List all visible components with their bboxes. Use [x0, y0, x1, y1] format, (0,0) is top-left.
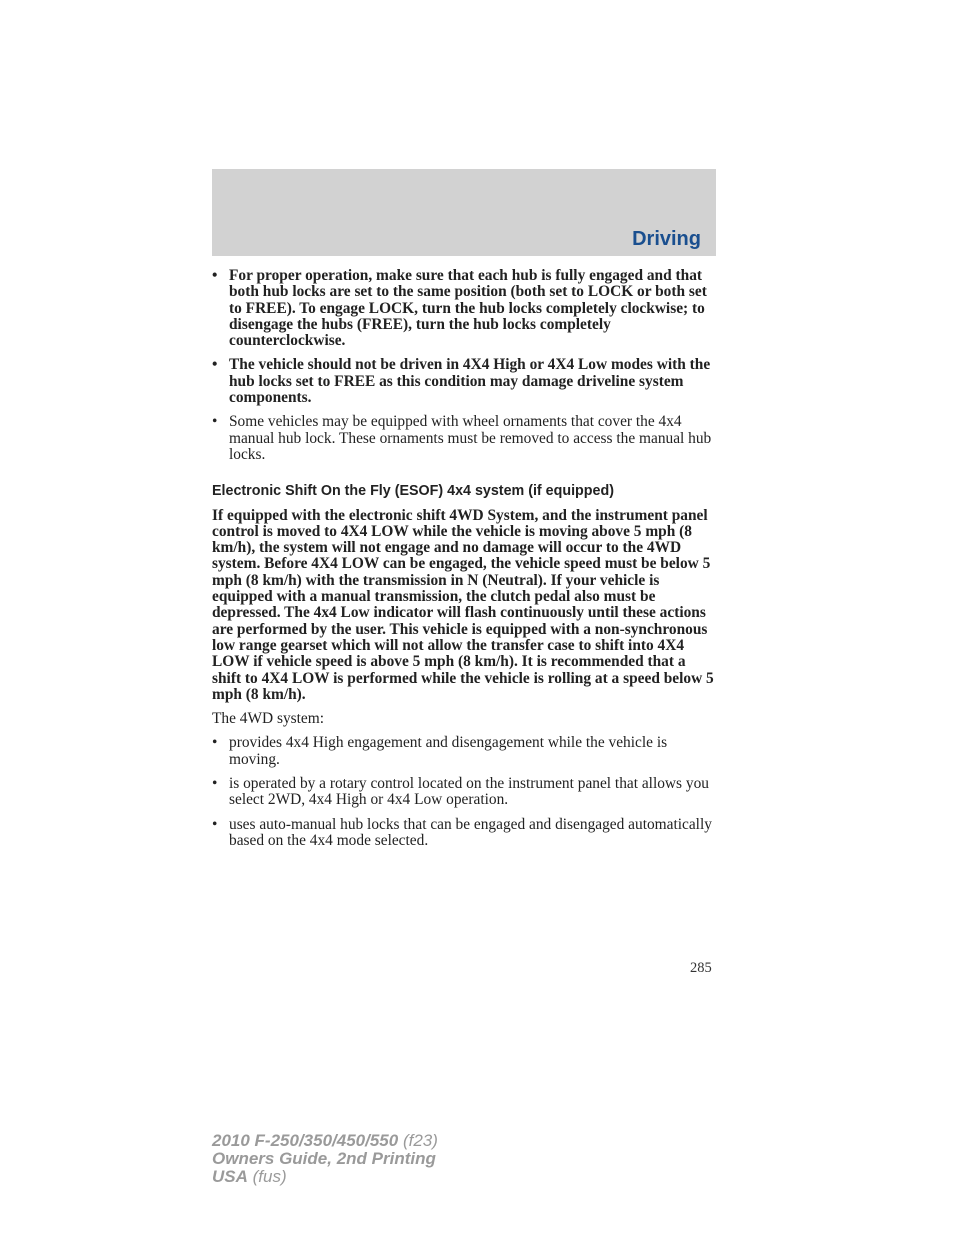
bullet-text: Some vehicles may be equipped with wheel ornaments that cover the 4x4 manual hub lock. These ornaments must be removed to access the manual hub locks.	[229, 413, 712, 463]
bullet-icon: •	[212, 356, 218, 374]
bullet-icon: •	[212, 775, 218, 793]
bullet-item	[212, 357, 718, 406]
footer-market-code: (fus)	[247, 1167, 287, 1186]
footer-edition-line: Owners Guide, 2nd Printing	[212, 1149, 436, 1168]
bullet-item	[212, 776, 718, 809]
bullet-icon: •	[212, 815, 218, 833]
4wd-feature-list	[212, 735, 718, 849]
bullet-text: The vehicle should not be driven in 4X4 High or 4X4 Low modes with the hub locks set to FREE as this condition may damage driveline system components.	[229, 356, 711, 407]
bullet-icon: •	[212, 267, 218, 284]
bullet-text: is operated by a rotary control located on the instrument panel that allows you select 2WD, 4x4 High or 4x4 Low operation.	[229, 775, 709, 809]
bullet-item	[212, 817, 718, 850]
intro-text: The 4WD system:	[212, 710, 324, 728]
footer-model-code: (f23)	[398, 1131, 438, 1150]
bullet-text: uses auto-manual hub locks that can be engaged and disengaged automatically based on the 4x4 mode selected.	[229, 815, 712, 849]
hub-lock-bullet-list	[212, 268, 718, 463]
bullet-icon: •	[212, 413, 218, 431]
warning-paragraph: If equipped with the electronic shift 4WD System, and the instrument panel control is moved to 4X4 LOW while the vehicle is moving above 5 mph (8 km/h), the system will not engage and no damage will occur to the 4WD system. Before 4X4 LOW can be engaged, the vehicle speed must be below 5 mph (8 km/h) with the transmission in N (Neutral). If your vehicle is equipped with a manual transmission, the clutch pedal also must be depressed. The 4x4 Low indicator will flash continuously until these actions are performed by the user. This vehicle is equipped with a non-synchronous low range gearset which will not allow the transfer case to shift into 4X4 LOW if vehicle speed is above 5 mph (8 km/h). It is recommended that a shift to 4X4 LOW is performed while the vehicle is rolling at a speed below 5 mph (8 km/h).	[212, 506, 714, 703]
footer-model: 2010 F-250/350/450/550	[212, 1131, 399, 1150]
bullet-icon: •	[212, 734, 218, 752]
footer-market: USA	[212, 1167, 248, 1186]
bullet-item	[212, 268, 718, 349]
section-header-band	[212, 169, 716, 256]
bullet-text: provides 4x4 High engagement and disengagement while the vehicle is moving.	[229, 734, 668, 768]
footer-market-line	[212, 1168, 438, 1186]
page-number: 285	[690, 960, 712, 976]
section-title: Driving	[632, 228, 701, 250]
section-heading: Electronic Shift On the Fly (ESOF) 4x4 system (if equipped)	[212, 483, 614, 500]
bullet-text: For proper operation, make sure that each hub is fully engaged and that both hub locks are set to the same position (both set to LOCK or both set to FREE). To engage LOCK, turn the hub locks completely clockwise; to disengage the hubs (FREE), turn the hub locks completely counterclockwise.	[229, 267, 707, 350]
footer-model-line	[212, 1132, 438, 1150]
page-content	[212, 268, 718, 857]
bullet-item	[212, 735, 718, 768]
bullet-item	[212, 414, 718, 463]
document-footer	[212, 1132, 438, 1186]
